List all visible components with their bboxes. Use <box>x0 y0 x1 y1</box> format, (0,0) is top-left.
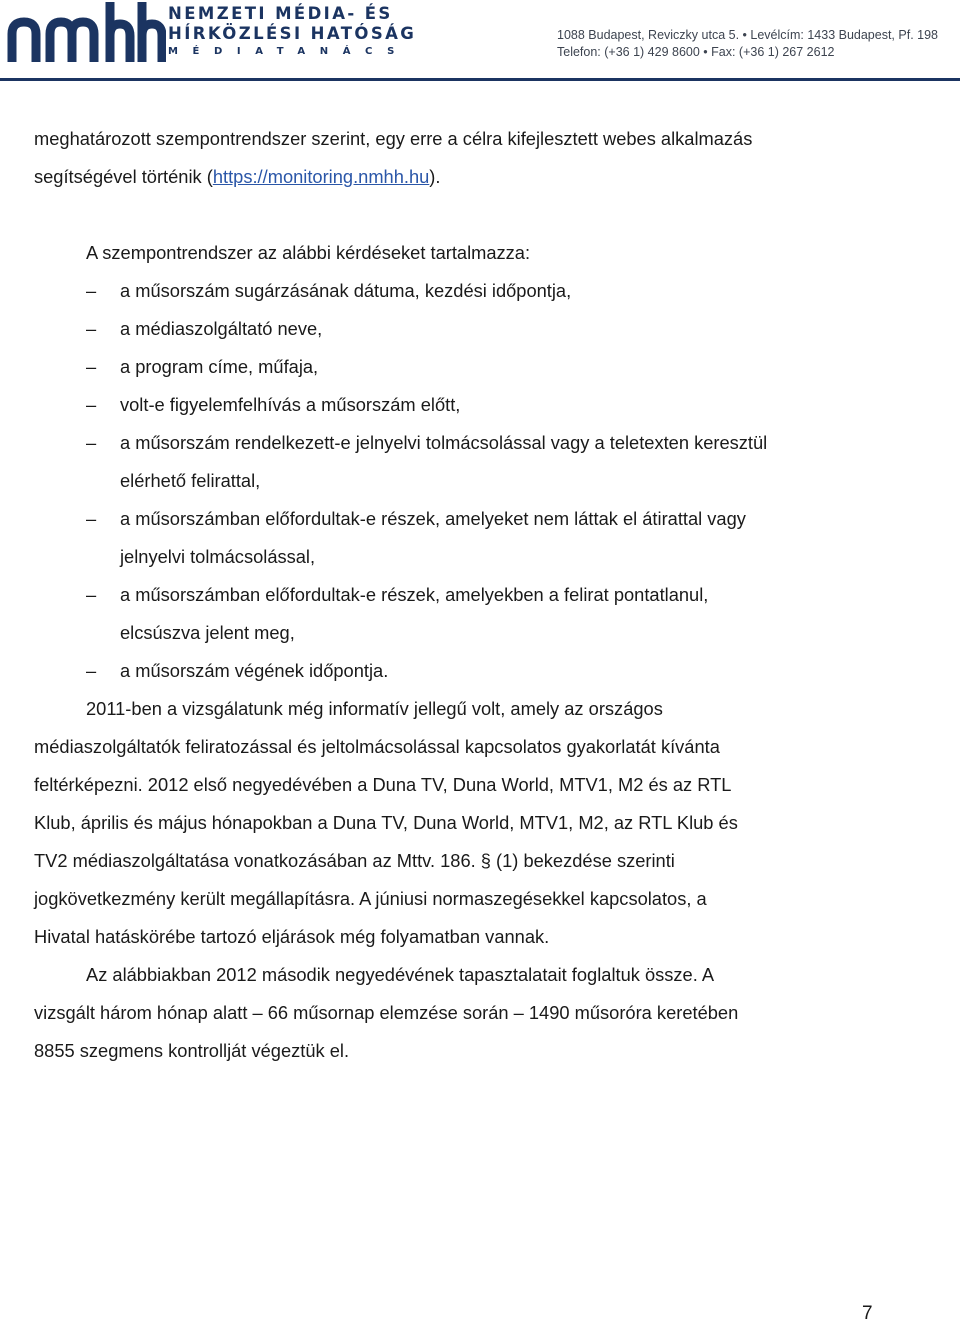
dash-bullet: – <box>86 660 97 681</box>
list-item-text: volt-e figyelemfelhívás a műsorszám előtt, <box>120 394 461 415</box>
dash-bullet: – <box>86 584 97 605</box>
nmhh-logo <box>4 0 166 64</box>
paragraph-line: 8855 szegmens kontrollját végeztük el. <box>34 1040 350 1061</box>
list-intro: A szempontrendszer az alábbi kérdéseket tartalmazza: <box>86 242 531 263</box>
paragraph-2012-q2 <box>34 956 914 1070</box>
paragraph-line: jogkövetkezmény került megállapításra. A júniusi normaszegésekkel kapcsolatos, a <box>34 888 707 909</box>
page-number: 7 <box>862 1303 873 1324</box>
paragraph-line: médiaszolgáltatók feliratozással és jeltolmácsolással kapcsolatos gyakorlatát kívánta <box>34 736 720 757</box>
paragraph-line: feltérképezni. 2012 első negyedévében a Duna TV, Duna World, MTV1, M2 és az RTL <box>34 774 732 795</box>
list-item-text: a médiaszolgáltató neve, <box>120 318 323 339</box>
paragraph-line: Hivatal hatáskörébe tartozó eljárások még folyamatban vannak. <box>34 926 550 947</box>
paragraph-line: vizsgált három hónap alatt – 66 műsornap elemzése során – 1490 műsoróra keretében <box>34 1002 739 1023</box>
intro-line-1: meghatározott szempontrendszer szerint, egy erre a célra kifejlesztett webes alkalmazás <box>34 128 753 149</box>
list-item <box>34 348 914 386</box>
list-item-continuation: elérhető felirattal, <box>120 470 261 491</box>
document-body <box>34 120 914 1070</box>
list-item-text: a műsorszámban előfordultak-e részek, amelyekben a felirat pontatlanul, <box>120 584 709 605</box>
dash-bullet: – <box>86 318 97 339</box>
intro-line-2 <box>34 158 914 196</box>
paragraph-line: 2011-ben a vizsgálatunk még informatív jellegű volt, amely az országos <box>86 698 663 719</box>
dash-bullet: – <box>86 394 97 415</box>
paragraph-line: Az alábbiakban 2012 második negyedévének tapasztalatait foglaltuk össze. A <box>86 964 715 985</box>
dash-bullet: – <box>86 432 97 453</box>
phone-fax-line: Telefon: (+36 1) 429 8600 • Fax: (+36 1) 267 2612 <box>557 45 835 59</box>
list-item <box>34 652 914 690</box>
dash-bullet: – <box>86 508 97 529</box>
address-line: 1088 Budapest, Reviczky utca 5. • Levélcím: 1433 Budapest, Pf. 198 <box>557 28 938 42</box>
list-item <box>34 500 914 538</box>
intro-line-2-post: ). <box>429 166 441 187</box>
intro-line-2-pre: segítségével történik ( <box>34 166 213 187</box>
dash-bullet: – <box>86 280 97 301</box>
dash-bullet: – <box>86 356 97 377</box>
list-item-text: a műsorszám rendelkezett-e jelnyelvi tolmácsolással vagy a teletexten keresztül <box>120 432 768 453</box>
list-item <box>34 310 914 348</box>
list-item-continuation: elcsúszva jelent meg, <box>120 622 295 643</box>
paragraph-line: TV2 médiaszolgáltatása vonatkozásában az Mttv. 186. § (1) bekezdése szerinti <box>34 850 675 871</box>
list-item-text: a műsorszám sugárzásának dátuma, kezdési időpontja, <box>120 280 572 301</box>
header-rule <box>0 78 960 81</box>
list-item <box>34 576 914 614</box>
contact-info <box>557 27 957 61</box>
list-item <box>34 386 914 424</box>
paragraph-line: Klub, április és május hónapokban a Duna TV, Duna World, MTV1, M2, az RTL Klub és <box>34 812 738 833</box>
org-name-line-3: MÉDIATANÁCS <box>168 46 409 57</box>
org-name-line-2: HÍRKÖZLÉSI HATÓSÁG <box>168 24 417 43</box>
list-item <box>34 424 914 462</box>
list-item-text: a program címe, műfaja, <box>120 356 319 377</box>
paragraph-2011 <box>34 690 914 956</box>
blank-line <box>34 196 914 234</box>
monitoring-link[interactable]: https://monitoring.nmhh.hu <box>212 166 430 187</box>
list-item-text: a műsorszámban előfordultak-e részek, amelyeket nem láttak el átirattal vagy <box>120 508 746 529</box>
list-item-continuation: jelnyelvi tolmácsolással, <box>120 546 316 567</box>
org-name-line-1: NEMZETI MÉDIA- ÉS <box>168 4 393 23</box>
list-item <box>34 272 914 310</box>
list-item-text: a műsorszám végének időpontja. <box>120 660 389 681</box>
organization-name <box>168 4 417 59</box>
letterhead <box>0 0 960 82</box>
